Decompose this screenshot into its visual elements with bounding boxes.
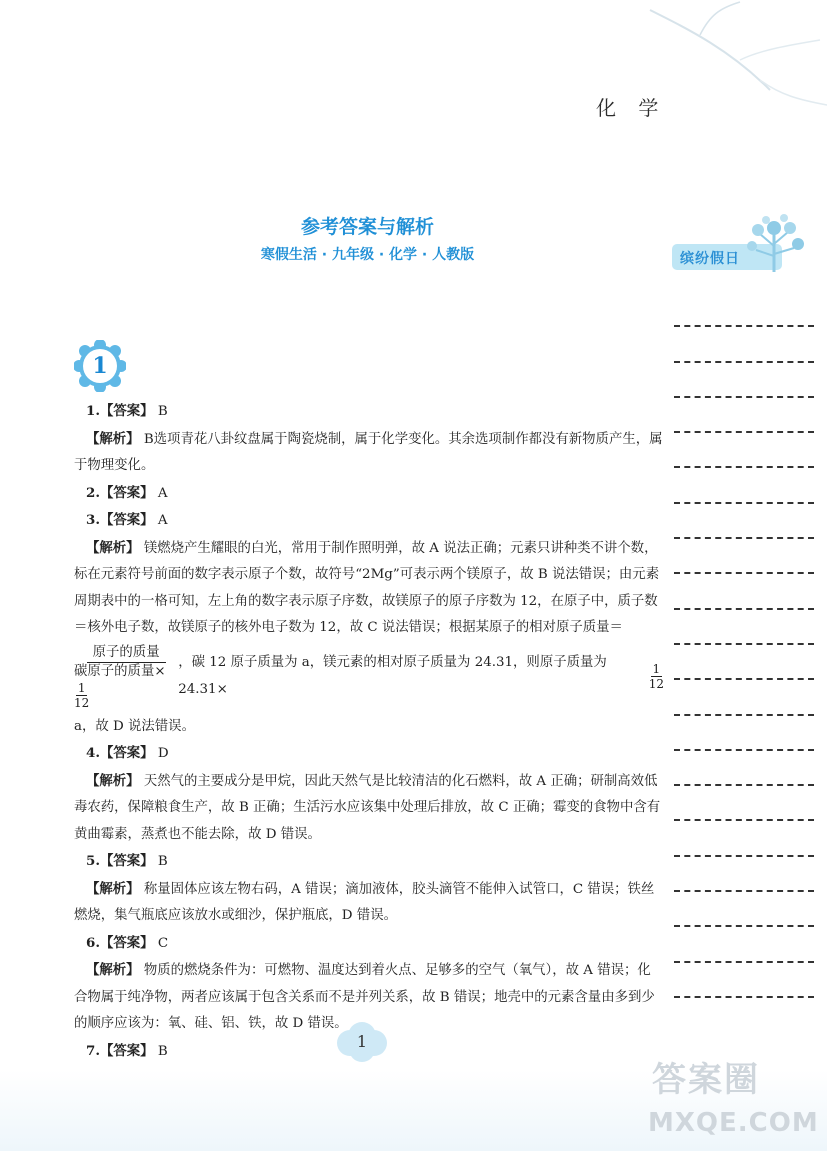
q5-analysis: 【解析】 称量固体应该左物右码，A 错误；滴加液体，胶头滴管不能伸入试管口，C 错误；铁丝燃烧，集气瓶底应该放水或细沙，保护瓶底，D 错误。: [74, 880, 655, 923]
q3-formula: 原子的质量 碳原子的质量× $\frac{1}{12}$ ，碳 12 原子质量为 a，镁元素的相对原子质量为 24.31，则原子质量为 24.31× $\frac{1}{12}$: [74, 644, 664, 710]
answer-content: [74, 398, 664, 1065]
q4-answer: 4.【答案】 D: [86, 745, 169, 761]
page-number-badge: [334, 1021, 390, 1063]
watermark-logo: 答案圈: [652, 1060, 760, 1100]
q4-analysis: 【解析】 天然气的主要成分是甲烷，因此天然气是比较清洁的化石燃料，故 A 正确；研制高效低毒农药，保障粮食生产，故 B 正确；生活污水应该集中处理后排放，故 C 正确；霉变的食物中含有黄曲霉素，蒸煮也不能去除，故 D 错误。: [74, 772, 661, 842]
page-title: 参考答案与解析: [300, 216, 434, 238]
page-subtitle: 寒假生活 · 九年级 · 化学 · 人教版: [260, 247, 475, 263]
q1-analysis: 【解析】 B选项青花八卦纹盘属于陶瓷烧制，属于化学变化。其余选项制作都没有新物质产生，属于物理变化。: [74, 430, 663, 473]
q1-answer: 1.【答案】 B: [86, 403, 168, 419]
q7-answer: 7.【答案】 B: [86, 1042, 168, 1059]
badge-label: 缤纷假日: [680, 251, 740, 267]
notes-lines: [674, 292, 814, 998]
q6-answer: 6.【答案】 C: [86, 934, 169, 951]
q3-end: a，故 D 说法错误。: [74, 718, 195, 734]
q3-fraction-2: $\frac{1}{12}$: [648, 662, 664, 691]
subject-header: 化 学: [596, 96, 667, 120]
q3-answer: 3.【答案】 A: [86, 512, 168, 528]
q5-answer: 5.【答案】 B: [86, 853, 168, 869]
tree-icon: [742, 214, 806, 272]
section-badge: [74, 340, 126, 392]
q2-answer: 2.【答案】 A: [86, 484, 168, 501]
q3-analysis: 【解析】 镁燃烧产生耀眼的白光，常用于制作照明弹，故 A 说法正确；元素只讲种类不讲个数，标在元素符号前面的数字表示原子个数，故符号“2Mg”可表示两个镁原子，故 B 说法错误；由元素周期表中的一格可知，左上角的数字表示原子序数，故镁原子的原子序数为 12，在原子中，质子数＝核外电子数，故镁原子的核外电子数为 12，故 C 说法错误；根据某原子的相对原子质量＝: [74, 539, 660, 635]
q3-fraction: 原子的质量 碳原子的质量× $\frac{1}{12}$: [74, 644, 166, 710]
q6-analysis: 【解析】 物质的燃烧条件为：可燃物、温度达到着火点、足够多的空气（氧气），故 A 错误；化合物属于纯净物，两者应该属于包含关系而不是并列关系，故 B 错误；地壳中的元素含量由多到少的顺序应该为：氧、硅、铝、铁，故 D 错误。: [74, 962, 655, 1031]
page-number: 1: [356, 1032, 368, 1051]
watermark-url: MXQE.COM: [648, 1108, 819, 1138]
section-number: 1: [92, 353, 108, 379]
